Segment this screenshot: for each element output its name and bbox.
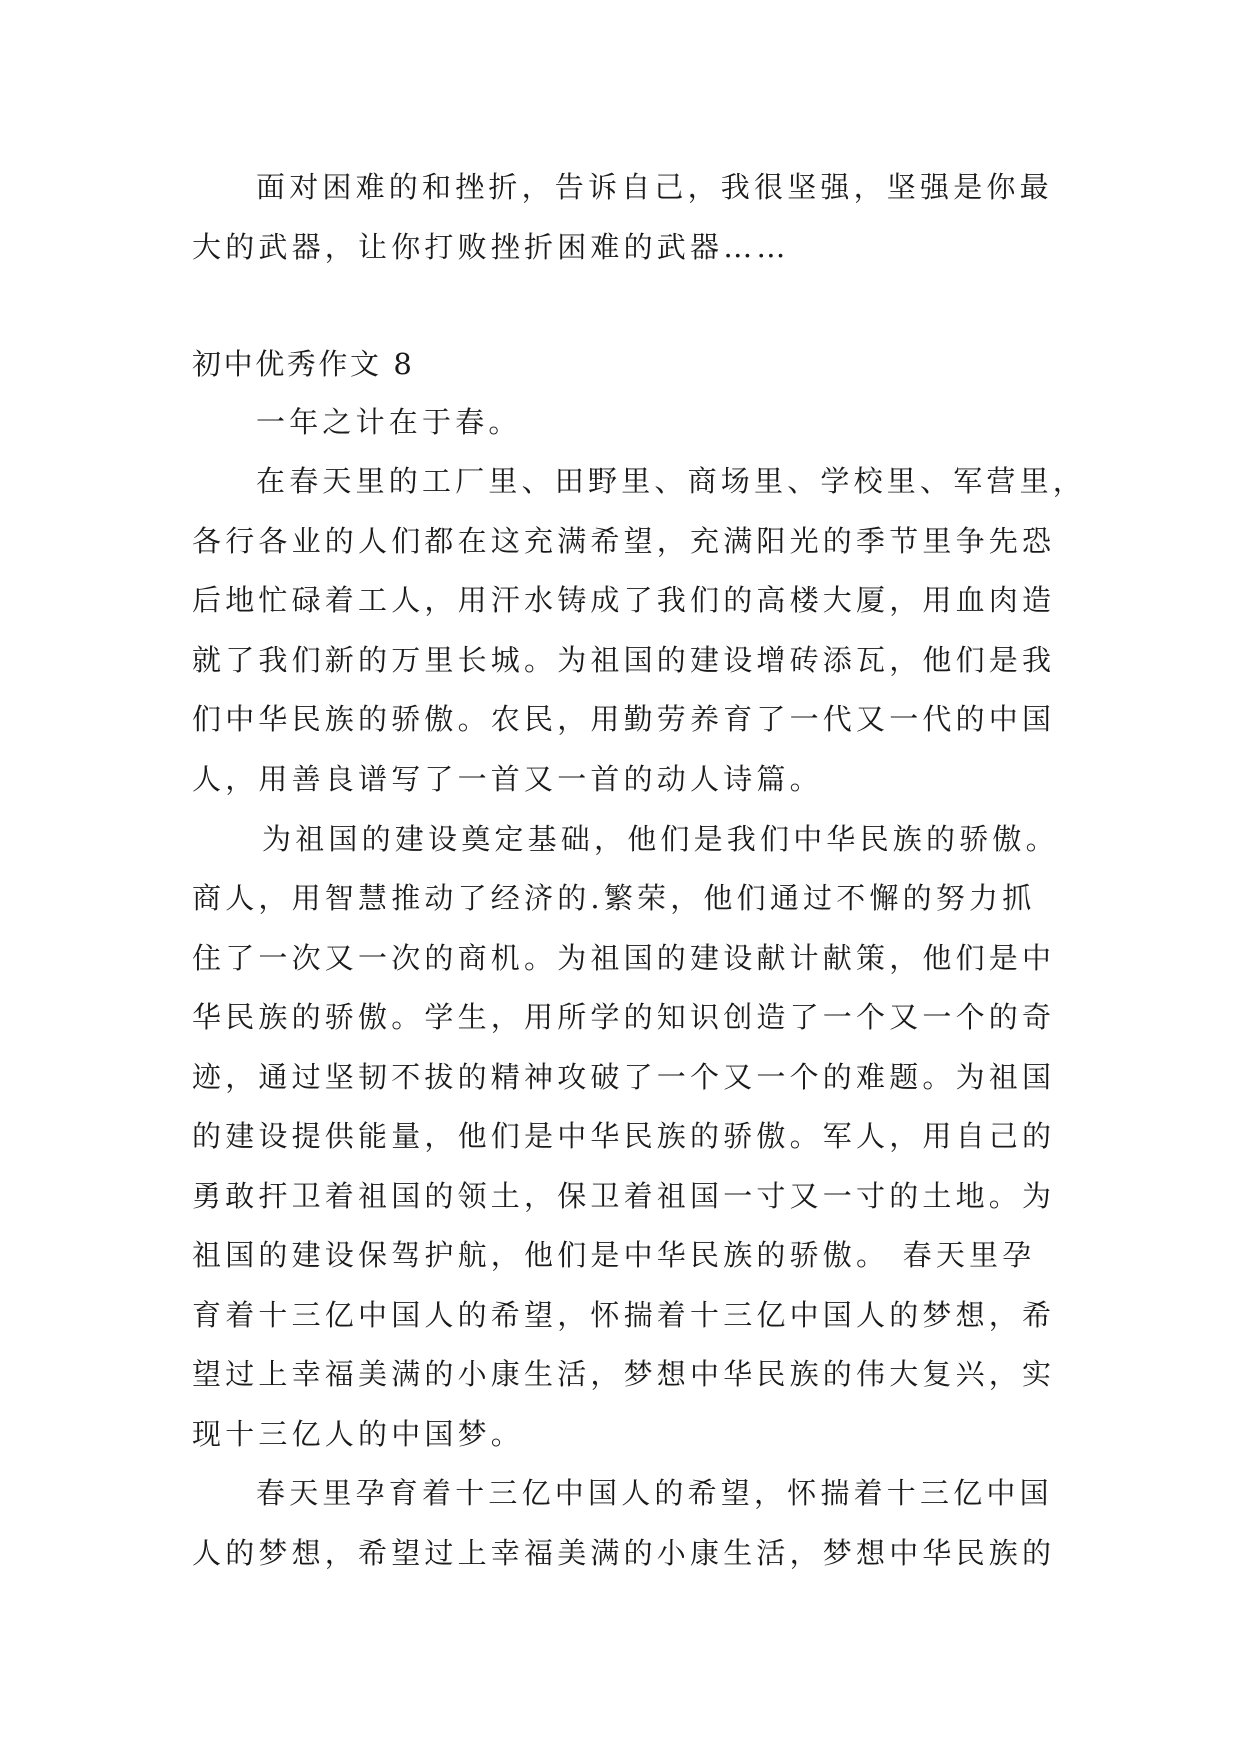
paragraph-4-line-10: 望过上幸福美满的小康生活，梦想中华民族的伟大复兴，实 xyxy=(192,1357,1056,1391)
paragraph-3-line-2: 各行各业的人们都在这充满希望，充满阳光的季节里争先恐 xyxy=(192,524,1056,558)
paragraph-3-line-1: 在春天里的工厂里、田野里、商场里、学校里、军营里， xyxy=(256,464,1087,498)
paragraph-5-line-2: 人的梦想，希望过上幸福美满的小康生活，梦想中华民族的 xyxy=(192,1536,1056,1570)
paragraph-2-line-1: 一年之计在于春。 xyxy=(256,405,522,439)
paragraph-4-line-5: 迹，通过坚韧不拔的精神攻破了一个又一个的难题。为祖国 xyxy=(192,1060,1056,1094)
paragraph-4-line-8: 祖国的建设保驾护航，他们是中华民族的骄傲。 春天里孕 xyxy=(192,1238,1036,1272)
paragraph-4-line-9: 育着十三亿中国人的希望，怀揣着十三亿中国人的梦想，希 xyxy=(192,1298,1056,1332)
paragraph-4-line-7: 勇敢扞卫着祖国的领土，保卫着祖国一寸又一寸的土地。为 xyxy=(192,1179,1056,1213)
section-heading: 初中优秀作文 8 xyxy=(192,347,415,381)
paragraph-4-line-1: 为祖国的建设奠定基础，他们是我们中华民族的骄傲。 xyxy=(262,822,1059,856)
paragraph-4-line-2: 商人，用智慧推动了经济的.繁荣，他们通过不懈的努力抓 xyxy=(192,881,1036,915)
paragraph-3-line-5: 们中华民族的骄傲。农民，用勤劳养育了一代又一代的中国 xyxy=(192,702,1056,736)
paragraph-4-line-3: 住了一次又一次的商机。为祖国的建设献计献策，他们是中 xyxy=(192,941,1056,975)
paragraph-3-line-3: 后地忙碌着工人，用汗水铸成了我们的高楼大厦，用血肉造 xyxy=(192,583,1056,617)
paragraph-1-line-2: 大的武器，让你打败挫折困难的武器…… xyxy=(192,230,790,264)
paragraph-4-line-11: 现十三亿人的中国梦。 xyxy=(192,1417,525,1451)
paragraph-4-line-4: 华民族的骄傲。学生，用所学的知识创造了一个又一个的奇 xyxy=(192,1000,1056,1034)
paragraph-3-line-6: 人，用善良谱写了一首又一首的动人诗篇。 xyxy=(192,762,823,796)
paragraph-5-line-1: 春天里孕育着十三亿中国人的希望，怀揣着十三亿中国 xyxy=(256,1476,1053,1510)
paragraph-1-line-1: 面对困难的和挫折，告诉自己，我很坚强，坚强是你最 xyxy=(256,170,1053,204)
paragraph-3-line-4: 就了我们新的万里长城。为祖国的建设增砖添瓦，他们是我 xyxy=(192,643,1056,677)
paragraph-4-line-6: 的建设提供能量，他们是中华民族的骄傲。军人，用自己的 xyxy=(192,1119,1056,1153)
